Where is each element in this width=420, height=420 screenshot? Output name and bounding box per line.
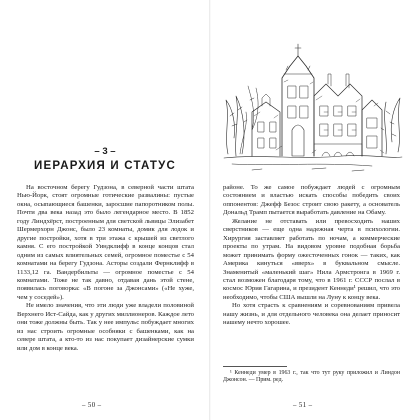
chapter-title: ИЕРАРХИЯ И СТАТУС: [34, 160, 176, 172]
paragraph: районе. То же самое побуждает людей с огромным состоянием и властью искать способы победить своих оппонентов: Джефф Безос строит свою ракету, а основатель Дональд Трамп пытается выработать давление на Обаму.: [223, 184, 400, 217]
mansion-sketch-illustration: [222, 26, 404, 176]
right-page-body: [223, 184, 400, 328]
left-page-body: [17, 184, 194, 353]
paragraph: Но хотя страсть к сравнениям и соревнованиям привела нашу жизнь, и для отдельного человека она делает приносит нашему нечто хорошее.: [223, 302, 400, 327]
page-number-left: – 50 –: [82, 402, 102, 409]
paragraph: Желание не отставать или превосходить наших сверстников — еще одна надежная черта в психологии. Хирургия заставляет работать по ночам, а коммерческие проекты по утрам. На видовом уровне подобная борьба может принимать форму ожесточенных гонок — таких, как Америка кинуться «вверх» в буквальном смысле. Знаменитый «маленький шаг» Нила Армстронга в 1969 г. стал возможен благодаря тому, что в 1961 г. СССР послал в космос Юрия Гагарина, и президент Кеннеди¹ решил, что это необходимо, чтобы США вышли на Луну к концу века.: [223, 217, 400, 301]
chapter-number: – 3 –: [94, 146, 116, 157]
paragraph: На восточном берегу Гудзона, в северной части штата Нью-Йорк, стоят огромные готические развалины: пустые окна, осыпающиеся башенки, заросшие папоротником полы. Почти два века назад это было легендарное место. В 1852 году Линдхёрст, построенным для светской львицы Элизабет Шермерхорн Джонс, было 23 комнаты, домик для лодок и другие постройки, хотя в три этажа с крышей из светлого камня. С его постройкой Уиндклифф в конце концов стал одним из самых влиятельных семей, огромное поместье с 54 комнатами на берегу Гудзона. Асторы создали Фернклифф в 1133,12 га. Вандербильты — огромное поместье с 54 комнатами. Тоже не так давно, отдавая дань этой стене, появилась поговорка: «В погоне за Джонсами» («Не хуже, чем у соседей»).: [17, 184, 194, 301]
footnote: ¹ Кеннеди умер в 1963 г., так что тут руку приложил и Линдон Джонсон. — Прим. ред.: [223, 370, 400, 384]
paragraph: Не имело значения, что эти люди уже владели половиной Верхнего Ист-Сайда, как у других миллионеров. Каждое лето они тоже должны быть. Так у нее импульс побуждает многих из нас строить огромные особняки с башенками, как на севере штата, а кто-то из нас покупает дизайнерские сумки или дом в конце века.: [17, 302, 194, 352]
footnote-divider: [223, 366, 287, 367]
page-number-right: – 51 –: [293, 402, 313, 409]
